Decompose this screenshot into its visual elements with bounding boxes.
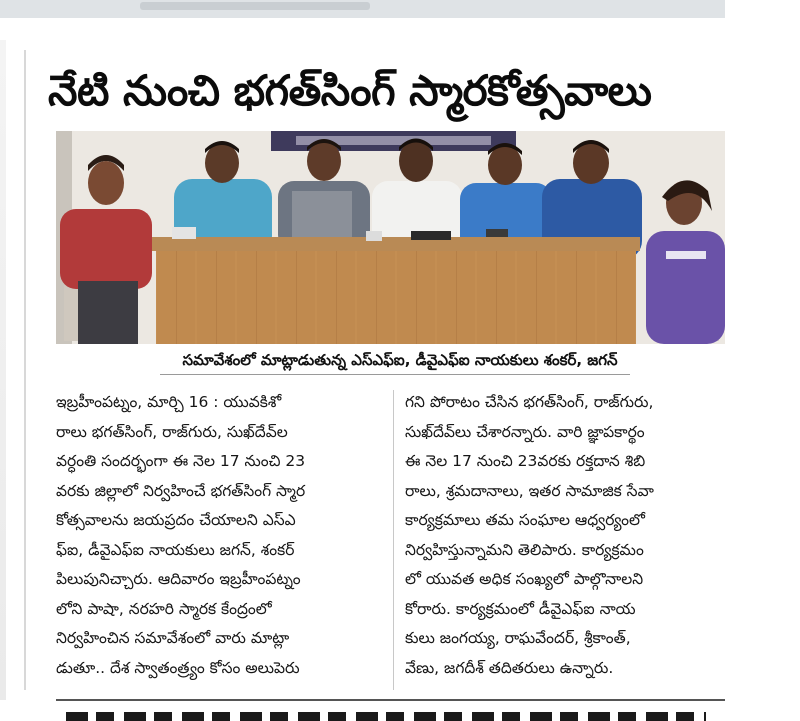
article-column-1 [56, 388, 391, 683]
body-line: ఫ్ఐ, డీవైఎఫ్ఐ నాయకులు జగన్, శంకర్ [56, 540, 295, 559]
next-headline-ink [66, 712, 706, 721]
body-line: వర్ధంతి సందర్భంగా ఈ నెల 17 నుంచి 23 [56, 452, 306, 470]
photo-phone-2 [486, 229, 508, 237]
meeting-photo-illustration [56, 131, 725, 344]
body-line: ఈ నెల 17 నుంచి 23వరకు రక్తదాన శిబి [405, 452, 646, 470]
body-line: డుతూ.. దేశ స్వాతంత్ర్యం కోసం అలుపెరు [56, 658, 300, 677]
previous-article-strip [0, 0, 725, 18]
body-line: నిర్వహించిన సమావేశంలో వారు మాట్లా [56, 629, 290, 647]
caption-underline [160, 374, 630, 375]
body-line: కోత్సవాలను జయప్రదం చేయాలని ఎస్ఎ [56, 511, 296, 529]
photo-paper [172, 227, 196, 239]
body-line: లో యువత అధిక సంఖ్యలో పాల్గొనాలని [405, 570, 644, 588]
column-divider [393, 390, 394, 690]
body-line: రాలు భగత్‌సింగ్, రాజ్‌గురు, సుఖ్‌దేవ్‌ల [56, 422, 288, 441]
photo-caption: సమావేశంలో మాట్లాడుతున్న ఎస్ఎఫ్ఐ, డీవైఎఫ్ఐ నాయకులు శంకర్, జగన్ [182, 351, 618, 369]
body-line: కులు జంగయ్య, రాఘవేందర్, శ్రీకాంత్, [405, 629, 631, 647]
body-line: వరకు జిల్లాలో నిర్వహించే భగత్‌సింగ్ స్మార [56, 481, 306, 500]
body-line: ఇబ్రహీంపట్నం, మార్చి 16 : యువకిశో [56, 393, 282, 411]
article-bottom-rule [56, 699, 725, 701]
article-photo [56, 131, 725, 344]
article-headline: నేటి నుంచి భగత్‌సింగ్ స్మారకోత్సవాలు [48, 66, 652, 115]
next-article-headline-fragment [56, 706, 725, 721]
left-column-rule [24, 50, 26, 690]
page-left-edge [0, 40, 6, 700]
article-column-2 [405, 388, 740, 683]
body-line: రాలు, శ్రమదానాలు, ఇతర సామాజిక సేవా [405, 481, 654, 500]
body-line: వేణు, జగదీశ్ తదితరులు ఉన్నారు. [405, 658, 614, 677]
body-line: సుఖ్‌దేవ్‌లు చేశారన్నారు. వారి జ్ఞాపకార్థం [405, 422, 645, 441]
body-line: నిర్వహిస్తున్నామని తెలిపారు. కార్యక్రమం [405, 540, 644, 559]
photo-mobile-phone [411, 231, 451, 240]
photo-name-card [366, 231, 382, 241]
body-line: గని పోరాటం చేసిన భగత్‌సింగ్, రాజ్‌గురు, [405, 393, 654, 411]
body-line: కోరారు. కార్యక్రమంలో డీవైఎఫ్ఐ నాయ [405, 599, 636, 618]
photo-table [152, 227, 640, 344]
previous-article-text-fragment [140, 2, 370, 10]
body-line: లోని పాషా, నరహరి స్మారక కేంద్రంలో [56, 599, 272, 618]
body-line: పిలుపునిచ్చారు. ఆదివారం ఇబ్రహీంపట్నం [56, 570, 301, 588]
body-line: కార్యక్రమాలు తమ సంఘాల ఆధ్వర్యంలో [405, 511, 645, 529]
